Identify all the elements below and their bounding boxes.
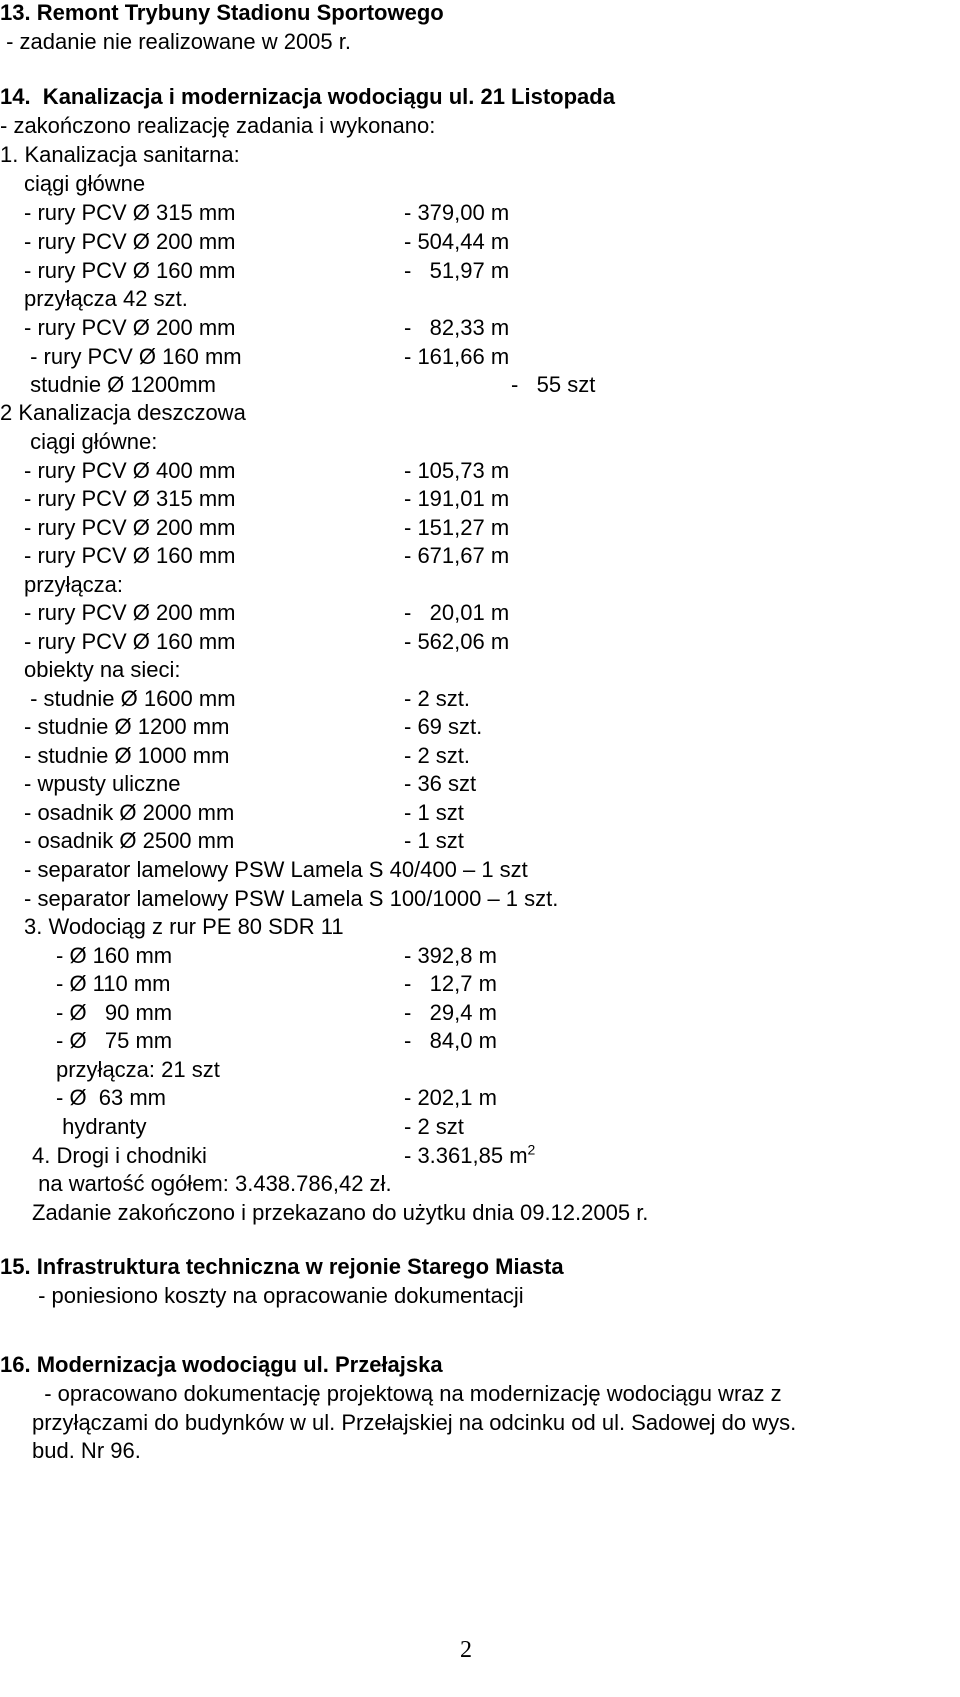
spec-value: - 12,7 m — [404, 971, 497, 996]
spec-value: - 2 szt. — [404, 743, 471, 768]
spec-label: - studnie Ø 1200 mm — [24, 714, 230, 739]
spec-value: - 51,97 m — [404, 258, 510, 283]
spec-value: - 191,01 m — [404, 486, 510, 511]
spec-value: - 504,44 m — [404, 229, 510, 254]
spec-label: - rury PCV Ø 400 mm — [24, 458, 236, 483]
section-14-heading: 14. Kanalizacja i modernizacja wodociągu ul. 21 Listopada — [0, 84, 615, 109]
sanitary-sewer-title: 1. Kanalizacja sanitarna: — [0, 142, 240, 167]
sanitary-main-lines-label: ciągi główne — [24, 171, 146, 196]
section-16-line: - opracowano dokumentację projektową na modernizację wodociągu wraz z — [32, 1381, 782, 1406]
spec-label: - studnie Ø 1600 mm — [24, 686, 236, 711]
roads-area: - 3.361,85 m — [404, 1143, 528, 1168]
spec-value: - 20,01 m — [404, 600, 510, 625]
spec-label: - studnie Ø 1000 mm — [24, 743, 230, 768]
spec-value: - 55 szt — [511, 372, 596, 397]
spec-value: - 202,1 m — [404, 1085, 497, 1110]
spec-value: - 82,33 m — [404, 315, 510, 340]
spec-label: - Ø 63 mm — [56, 1085, 167, 1110]
spec-value: - 379,00 m — [404, 200, 510, 225]
spec-value: - 392,8 m — [404, 943, 497, 968]
spec-label: hydranty — [56, 1114, 147, 1139]
storm-connections-label: przyłącza: — [24, 572, 124, 597]
spec-label: - rury PCV Ø 200 mm — [24, 315, 236, 340]
spec-label: - rury PCV Ø 160 mm — [24, 344, 242, 369]
spec-label: - rury PCV Ø 200 mm — [24, 600, 236, 625]
section-16-line: przyłączami do budynków w ul. Przełajskiej na odcinku od ul. Sadowej do wys. — [32, 1410, 797, 1435]
section-14-intro: - zakończono realizację zadania i wykonano: — [0, 113, 436, 138]
spec-value: - 105,73 m — [404, 458, 510, 483]
separator-line: - separator lamelowy PSW Lamela S 40/400 – 1 szt — [24, 857, 528, 882]
spec-value: - 84,0 m — [404, 1028, 497, 1053]
roads-unit-exponent: 2 — [527, 1141, 536, 1158]
section-15-line: - poniesiono koszty na opracowanie dokumentacji — [32, 1283, 524, 1308]
spec-value: - 2 szt. — [404, 686, 471, 711]
spec-label: - rury PCV Ø 160 mm — [24, 258, 236, 283]
water-main-title: 3. Wodociąg z rur PE 80 SDR 11 — [24, 914, 344, 939]
storm-sewer-title: 2 Kanalizacja deszczowa — [0, 400, 246, 425]
spec-label: - rury PCV Ø 200 mm — [24, 229, 236, 254]
spec-value: - 36 szt — [404, 771, 477, 796]
roads-label: 4. Drogi i chodniki — [32, 1143, 207, 1168]
sanitary-connections-label: przyłącza 42 szt. — [24, 286, 188, 311]
section-15-heading: 15. Infrastruktura techniczna w rejonie Starego Miasta — [0, 1254, 564, 1279]
completion-line: Zadanie zakończono i przekazano do użytku dnia 09.12.2005 r. — [32, 1200, 649, 1225]
page-number: 2 — [460, 1637, 472, 1663]
spec-value: - 29,4 m — [404, 1000, 497, 1025]
total-value-line: na wartość ogółem: 3.438.786,42 zł. — [32, 1171, 392, 1196]
spec-label: - osadnik Ø 2500 mm — [24, 828, 235, 853]
section-13-heading: 13. Remont Trybuny Stadionu Sportowego — [0, 0, 444, 25]
spec-value: - 562,06 m — [404, 629, 510, 654]
spec-label: - wpusty uliczne — [24, 771, 181, 796]
spec-label: - rury PCV Ø 200 mm — [24, 515, 236, 540]
spec-label: - Ø 75 mm — [56, 1028, 173, 1053]
spec-value: - 1 szt — [404, 828, 464, 853]
spec-label: - Ø 160 mm — [56, 943, 173, 968]
spec-label: - rury PCV Ø 315 mm — [24, 486, 236, 511]
spec-value: - 161,66 m — [404, 344, 510, 369]
water-connections-label: przyłącza: 21 szt — [56, 1057, 220, 1082]
network-objects-label: obiekty na sieci: — [24, 657, 181, 682]
section-13-status: - zadanie nie realizowane w 2005 r. — [0, 29, 351, 54]
spec-value: - 151,27 m — [404, 515, 510, 540]
spec-value: - 69 szt. — [404, 714, 483, 739]
spec-label: studnie Ø 1200mm — [24, 372, 216, 397]
spec-label: - rury PCV Ø 160 mm — [24, 543, 236, 568]
section-16-line: bud. Nr 96. — [32, 1438, 141, 1463]
spec-label: - Ø 110 mm — [56, 971, 171, 996]
section-16-heading: 16. Modernizacja wodociągu ul. Przełajska — [0, 1352, 443, 1377]
separator-line: - separator lamelowy PSW Lamela S 100/1000 – 1 szt. — [24, 886, 559, 911]
spec-label: - osadnik Ø 2000 mm — [24, 800, 235, 825]
spec-label: - rury PCV Ø 160 mm — [24, 629, 236, 654]
spec-value: - 2 szt — [404, 1114, 464, 1139]
spec-label: - Ø 90 mm — [56, 1000, 173, 1025]
spec-value: - 1 szt — [404, 800, 464, 825]
roads-value — [404, 1143, 535, 1169]
storm-main-lines-label: ciągi główne: — [24, 429, 158, 454]
spec-value: - 671,67 m — [404, 543, 510, 568]
spec-label: - rury PCV Ø 315 mm — [24, 200, 236, 225]
